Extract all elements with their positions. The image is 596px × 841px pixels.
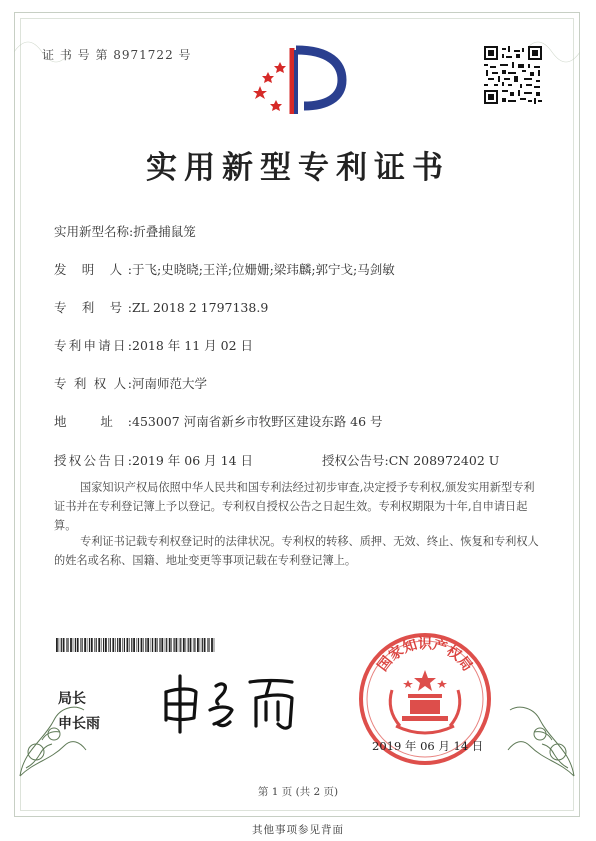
grant-number-row <box>322 451 499 469</box>
utility-model-name-label: 实用新型名称: <box>54 224 134 239</box>
issue-date: 2019 年 06 月 14 日 <box>372 739 484 753</box>
address-row <box>54 412 383 430</box>
page-indicator: 第 1 页 (共 2 页) <box>257 786 339 798</box>
body-paragraph-2: 专利证书记载专利权登记时的法律状况。专利权的转移、质押、无效、终止、恢复和专利权人的姓名或名称、国籍、地址变更等事项记载在专利登记簿上。 <box>54 535 539 567</box>
certificate-title: 实用新型专利证书 <box>146 150 450 186</box>
corner-ornament-bottom-right <box>500 690 580 780</box>
patentee-label: 专 利 权 人: <box>54 376 132 391</box>
utility-model-name-row <box>54 222 196 240</box>
patentee-row <box>54 374 207 392</box>
director-title: 局长 <box>58 691 86 707</box>
patentee-value: 河南师范大学 <box>132 376 208 391</box>
address-label: 地 址: <box>54 414 132 429</box>
address-value: 453007 河南省新乡市牧野区建设东路 46 号 <box>132 414 383 429</box>
qr-code-icon <box>484 46 542 104</box>
cnipa-logo-icon <box>246 42 350 120</box>
certificate-number: 证 书 号 第 8971722 号 <box>42 48 192 62</box>
barcode-icon <box>56 638 216 652</box>
grant-date-row <box>54 451 253 469</box>
filing-date-value: 2018 年 11 月 02 日 <box>132 338 253 353</box>
grant-date-value: 2019 年 06 月 14 日 <box>132 453 253 468</box>
grant-number-label: 授权公告号: <box>322 453 389 468</box>
patent-number-row <box>54 298 268 316</box>
director-name: 申长雨 <box>58 716 100 732</box>
grant-number-value: CN 208972402 U <box>388 453 500 468</box>
patent-number-label: 专 利 号: <box>54 300 132 315</box>
back-page-note: 其他事项参见背面 <box>252 824 344 836</box>
inventor-row <box>54 260 395 278</box>
filing-date-label: 专利申请日: <box>54 338 132 353</box>
filing-date-row <box>54 336 253 354</box>
utility-model-name-value: 折叠捕鼠笼 <box>133 224 196 239</box>
svg-text:国家知识产权局: 国家知识产权局 <box>374 636 476 675</box>
inventor-value: 于飞;史晓晓;王洋;位姗姗;梁玮麟;郭宁戈;马剑敏 <box>132 262 395 277</box>
grant-date-label: 授权公告日: <box>54 453 132 468</box>
handwritten-signature <box>158 672 308 734</box>
patent-number-value: ZL 2018 2 1797138.9 <box>132 300 269 315</box>
body-paragraph-1: 国家知识产权局依照中华人民共和国专利法经过初步审查,决定授予专利权,颁发实用新型专利证书并在专利登记簿上予以登记。专利权自授权公告之日起生效。专利权期限为十年,自申请日起算。 <box>54 481 535 532</box>
inventor-label: 发 明 人: <box>54 262 132 277</box>
